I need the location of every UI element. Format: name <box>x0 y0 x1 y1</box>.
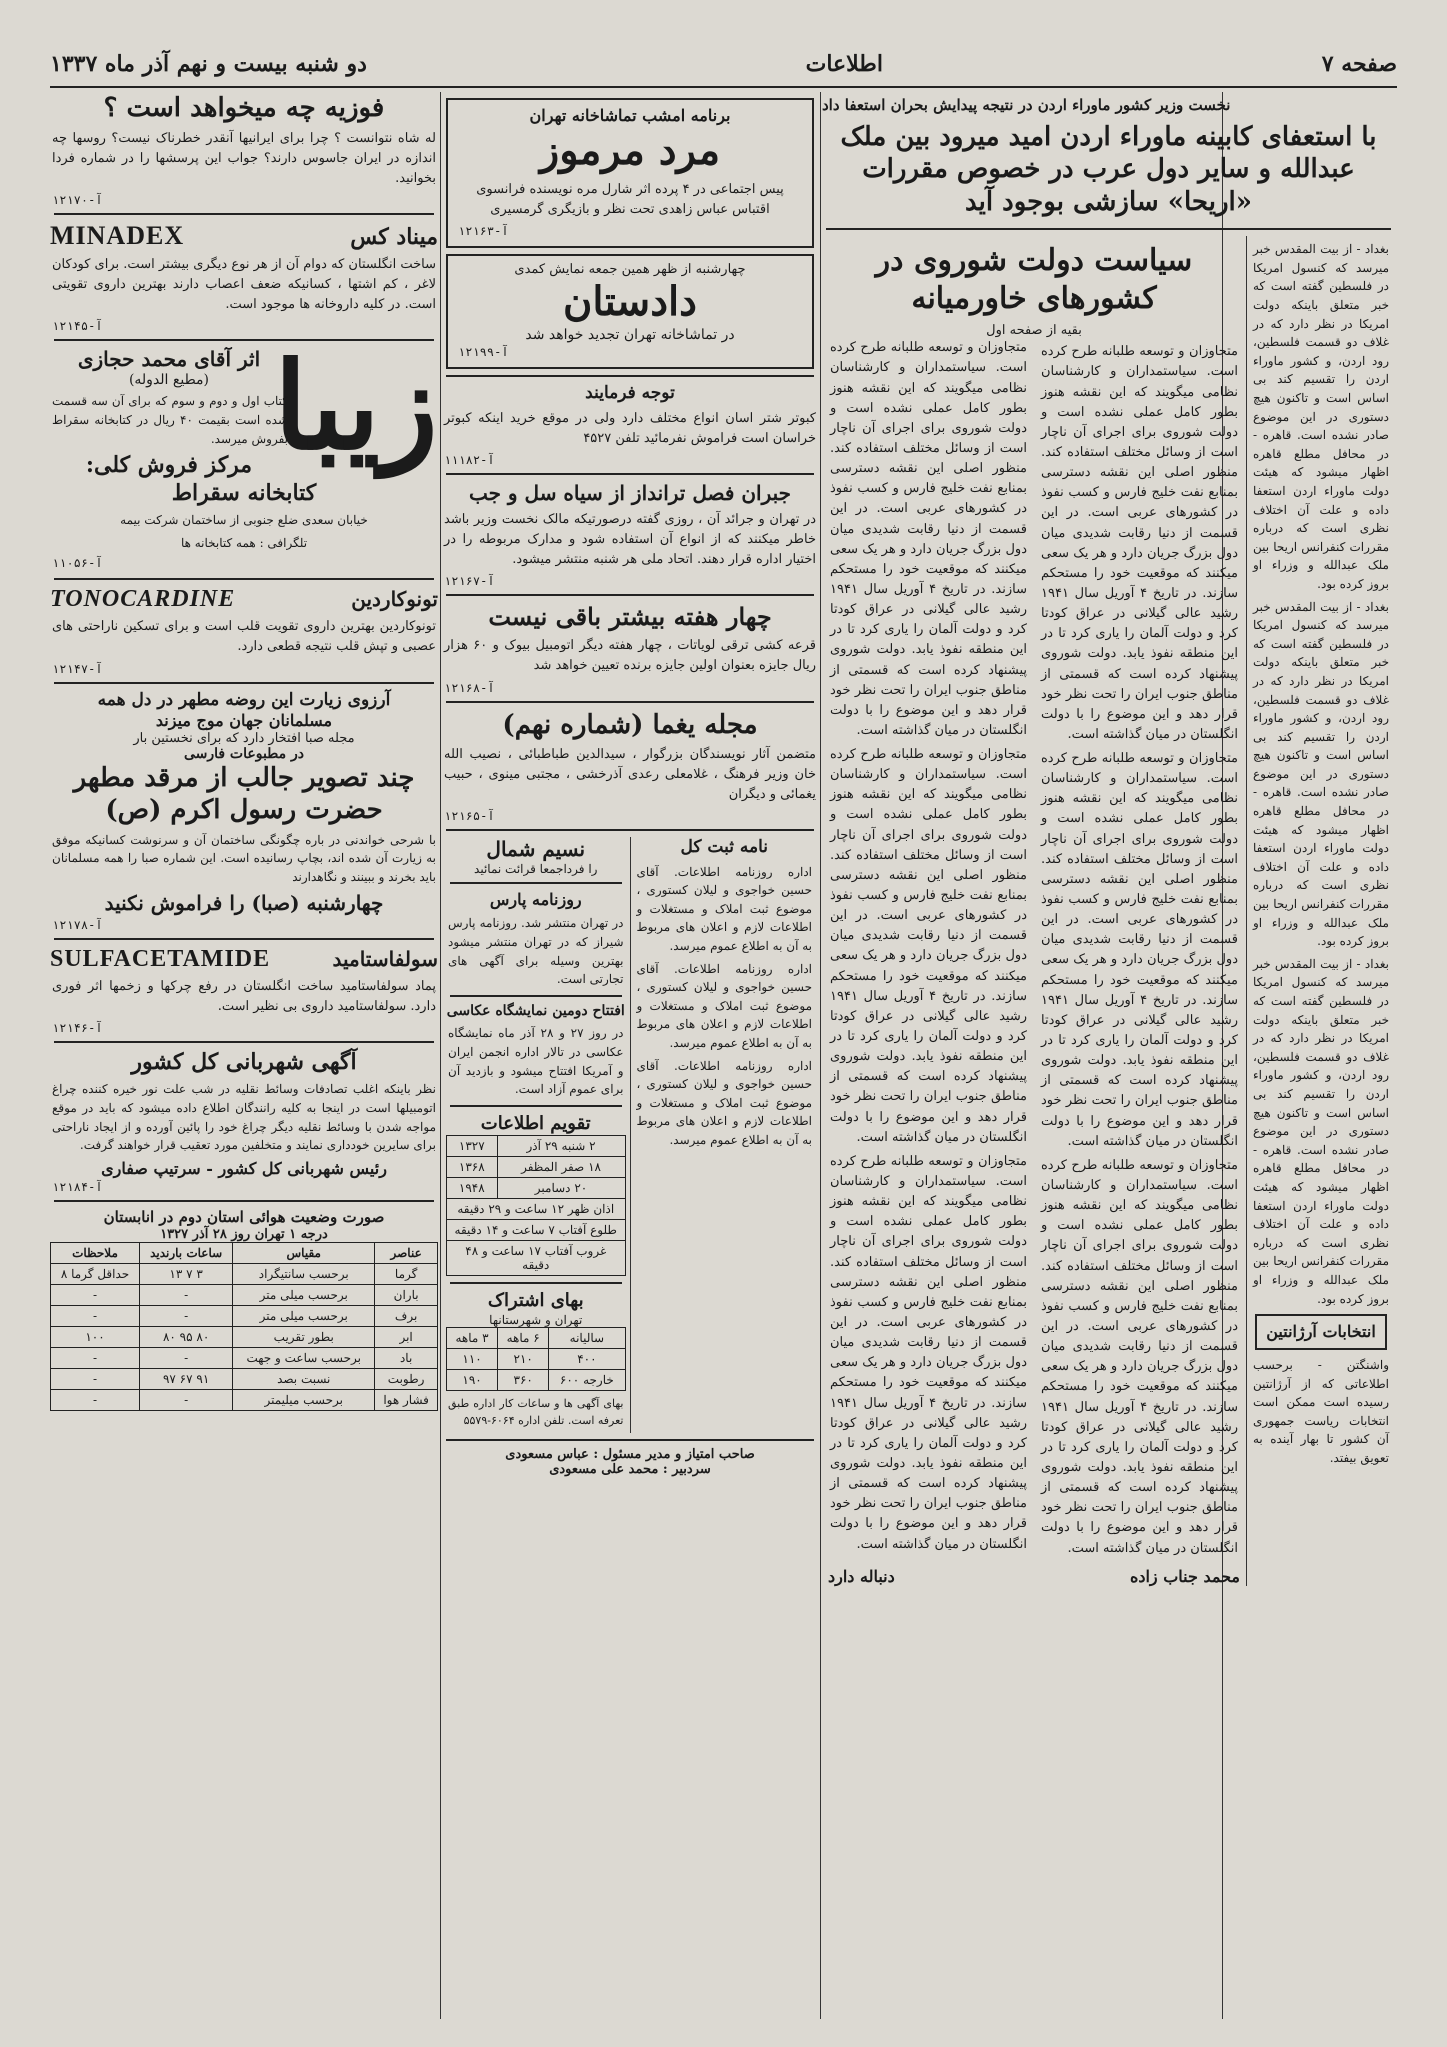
left-column: فوزیه چه میخواهد است ؟ له شاه نتوانست ؟ چرا برای ایرانیها آنقدر خطرناک نیست؟ روسها چه اندازه در ایران جاسوس دارند؟ جواب این پرسشها را در شماره فردا بخوانید. ۱۲۱۷۰-آ MINADEX میناد کس ساخت انگلستان که دوام آن از هر نوع دیگری بیشتر است. برای کودکان لاغر ، کم اشتها ، کسانیکه ضعف اعصاب دارند بهترین داروی تقویتی است. در کلیه داروخانه ها موجود است. ۱۲۱۴۵-آ زیبا اثر آقای محمد حجازی (مطیع الدوله) کتاب اول و دوم و سوم که برای آن سه قسمت شده است بقیمت ۴۰ ریال در کتابخانه سقراط بفروش میرسد. مرکز فروش کلی: کتابخانه سقراط خیابان سعدی ضلع جنوبی از ساختمان شرکت بیمه تلگرافی : همه کتابخانه ها ۱۱۰۵۶-آ TONOCARDINE تونوکاردین تونوکاردین بهترین داروی تقویت قلب است و برای تسکین ناراحتی های عصبی و تپش قلب نتیجه قطعی دارد. ۱۲۱۴۷-آ آرزوی زیارت این روضه مطهر در دل همه مسلمانان جهان موج میزند مجله صبا افتخار دارد که برای نخستین بار در مطبوعات فارسی چند تصویر جالب از مرقد مطهر حضرت رسول اکرم (ص) با شرحی خواندنی در باره چگونگی ساختمان آن و سرنوشت کسانیکه موفق به زیارت آن شده اند، بچاپ رسانیده است. این شماره صبا را همه مسلمانان باید بخرند و ببینند و نگاهدارند چهارشنبه (صبا) را فراموش نکنید ۱۲۱۷۸-آ SULFACETAMIDE سولفاستامید پماد سولفاستامید ساخت انگلستان در رفع چرکها و زخمها اثر فوری دارد. سولفاستامید داروی بی نظیر است. ۱۲۱۴۶-آ آگهی شهربانی کل کشور نظر باینکه اغلب تصادفات وسائط نقلیه در شب علت نور خیره کننده چراغ اتومبیلها است در اینجا به کلیه رانندگان اطلاع داده میشود که باید در موقع مواجه شدن با وسائط نقلیه دیگر چراغ خود را پائین آورده و از ایجاد ناراحتی برای سایرین خودداری نمایند و متخلفین مورد تعقیب قرار خواهند گرفت. رئیس شهربانی کل کشور - سرتیپ صفاری ۱۲۱۸۴-آ صورت وضعیت هوائی استان دوم در انابستان درجه ۱ تهران روز ۲۸ آذر ۱۳۲۷ عناصر مقیاس ساعات بارندید ملاحظات گرما برحسب سانتیگراد ۳ ۷ ۱۳ حداقل گرما ۸ باران برحسب میلی متر - - برف برحسب میلی متر - - ابر بطور تقریب ۸۰ ۹۵ ۸۰ ۱۰۰ باد برحسب ساعت و جهت - - رطوبت نسبت بصد ۹۱ ۶۷ ۹۷ - فشار هوا برحسب میلیمتر - - <box>50 92 438 2019</box>
soviet-article: سیاست دولت شوروی در کشورهای خاورمیانه بقیه از صفحه اول متجاوزان و توسعه طلبانه طرح کرده است. سیاستمداران و کارشناسان نظامی میگویند که این نقشه هنوز بطور کامل عملی نشده است و دولت شوروی برای اجرای آن ناچار است از وسائل مختلف استفاده کند. منظور اصلی این نقشه دسترسی بمنابع نفت خلیج فارس و کسب نفوذ در کشورهای عربی است. در این قسمت از دنیا رقابت شدیدی میان دول بزرگ جریان دارد و هر یک سعی میکنند که موقعیت خود را مستحکم سازند. در تاریخ ۴ آوریل سال ۱۹۴۱ رشید عالی گیلانی در عراق کودتا کرد و دولت آلمان را یاری کرد تا در این منطقه نفوذ یابد. دولت شوروی پیشنهاد کرده است که قسمتی از مناطق جنوب ایران را تحت نظر خود قرار دهد و این موضوع را با دولت انگلستان در میان گذاشته است. متجاوزان و توسعه طلبانه طرح کرده است. سیاستمداران و کارشناسان نظامی میگویند که این نقشه هنوز بطور کامل عملی نشده است و دولت شوروی برای اجرای آن ناچار است از وسائل مختلف استفاده کند. منظور اصلی این نقشه دسترسی بمنابع نفت خلیج فارس و کسب نفوذ در کشورهای عربی است. در این قسمت از دنیا رقابت شدیدی میان دول بزرگ جریان دارد و هر یک سعی میکنند که موقعیت خود را مستحکم سازند. در تاریخ ۴ آوریل سال ۱۹۴۱ رشید عالی گیلانی در عراق کودتا کرد و دولت آلمان را یاری کرد تا در این منطقه نفوذ یابد. دولت شوروی پیشنهاد کرده است که قسمتی از مناطق جنوب ایران را تحت نظر خود قرار دهد و این موضوع را با دولت انگلستان در میان گذاشته است. متجاوزان و توسعه طلبانه طرح کرده است. سیاستمداران و کارشناسان نظامی میگویند که این نقشه هنوز بطور کامل عملی نشده است و دولت شوروی برای اجرای آن ناچار است از وسائل مختلف استفاده کند. منظور اصلی این نقشه دسترسی بمنابع نفت خلیج فارس و کسب نفوذ در کشورهای عربی است. در این قسمت از دنیا رقابت شدیدی میان دول بزرگ جریان دارد و هر یک سعی میکنند که موقعیت خود را مستحکم سازند. در تاریخ ۴ آوریل سال ۱۹۴۱ رشید عالی گیلانی در عراق کودتا کرد و دولت آلمان را یاری کرد تا در این منطقه نفوذ یابد. دولت شوروی پیشنهاد کرده است که قسمتی از مناطق جنوب ایران را تحت نظر خود قرار دهد و این موضوع را با دولت انگلستان در میان گذاشته است. متجاوزان و توسعه طلبانه طرح کرده است. سیاستمداران و کارشناسان نظامی میگویند که این نقشه هنوز بطور کامل عملی نشده است و دولت شوروی برای اجرای آن ناچار است از وسائل مختلف استفاده کند. منظور اصلی این نقشه دسترسی بمنابع نفت خلیج فارس و کسب نفوذ در کشورهای عربی است. در این قسمت از دنیا رقابت شدیدی میان دول بزرگ جریان دارد و هر یک سعی میکنند که موقعیت خود را مستحکم سازند. در تاریخ ۴ آوریل سال ۱۹۴۱ رشید عالی گیلانی در عراق کودتا کرد و دولت آلمان را یاری کرد تا در این منطقه نفوذ یابد. دولت شوروی پیشنهاد کرده است که قسمتی از مناطق جنوب ایران را تحت نظر خود قرار دهد و این موضوع را با دولت انگلستان در میان گذاشته است. متجاوزان و توسعه طلبانه طرح کرده است. سیاستمداران و کارشناسان نظامی میگویند که این نقشه هنوز بطور کامل عملی نشده است و دولت شوروی برای اجرای آن ناچار است از وسائل مختلف استفاده کند. منظور اصلی این نقشه دسترسی بمنابع نفت خلیج فارس و کسب نفوذ در کشورهای عربی است. در این قسمت از دنیا رقابت شدیدی میان دول بزرگ جریان دارد و هر یک سعی میکنند که موقعیت خود را مستحکم سازند. در تاریخ ۴ آوریل سال ۱۹۴۱ رشید عالی گیلانی در عراق کودتا کرد و دولت آلمان را یاری کرد تا در این منطقه نفوذ یابد. دولت شوروی پیشنهاد کرده است که قسمتی از مناطق جنوب ایران را تحت نظر خود قرار دهد و این موضوع را با دولت انگلستان در میان گذاشته است. متجاوزان و توسعه طلبانه طرح کرده است. سیاستمداران و کارشناسان نظامی میگویند که این نقشه هنوز بطور کامل عملی نشده است و دولت شوروی برای اجرای آن ناچار است از وسائل مختلف استفاده کند. منظور اصلی این نقشه دسترسی بمنابع نفت خلیج فارس و کسب نفوذ در کشورهای عربی است. در این قسمت از دنیا رقابت شدیدی میان دول بزرگ جریان دارد و هر یک سعی میکنند که موقعیت خود را مستحکم سازند. در تاریخ ۴ آوریل سال ۱۹۴۱ رشید عالی گیلانی در عراق کودتا کرد و دولت آلمان را یاری کرد تا در این منطقه نفوذ یابد. دولت شوروی پیشنهاد کرده است که قسمتی از مناطق جنوب ایران را تحت نظر خود قرار دهد و این موضوع را با دولت انگلستان در میان گذاشته است. محمد جناب زاده دنباله دارد <box>828 243 1240 1586</box>
notice-title: توجه فرمایند <box>585 383 675 404</box>
zeba-big-title: زیبا <box>273 347 438 478</box>
theater-show: مرد مرموز <box>539 127 721 174</box>
dadestan-ad: چهارشنبه از ظهر همین جمعه نمایش کمدی دادستان در تماشاخانه تهران تجدید خواهد شد ۱۲۱۹۹-آ <box>446 254 814 369</box>
calendar-table: ۲ شنبه ۲۹ آذر ۱۳۲۷ ۱۸ صفر المظفر ۱۳۶۸ ۲۰ دسامبر ۱۹۴۸ اذان ظهر ۱۲ ساعت و ۲۹ دقیقه طلوع آفتاب ۷ ساعت و ۱۴ دقیقه غروب آفتاب ۱۷ ساعت و ۴۸ دقیقه <box>446 1135 626 1276</box>
subscription-title: بهای اشتراک <box>487 1290 584 1312</box>
lead-headline: با استعفای کابینه ماوراء اردن امید میرود بین ملک عبدالله و سایر دول عرب در خصوص مقررات «اریحا» سازشی بوجود آید <box>840 121 1377 217</box>
tonocardine-latin: TONOCARDINE <box>50 586 236 613</box>
lead-kicker: نخست وزیر کشور ماوراء اردن در نتیجه پیدایش بحران استعفا داد <box>822 96 1231 114</box>
weather-title: صورت وضعیت هوائی استان دوم در انابستان <box>103 1207 385 1226</box>
page-header <box>50 42 1397 88</box>
page-number: صفحه ۷ <box>1321 51 1397 77</box>
saba-ad: آرزوی زیارت این روضه مطهر در دل همه مسلمانان جهان موج میزند مجله صبا افتخار دارد که برای نخستین بار در مطبوعات فارسی چند تصویر جالب از مرقد مطهر حضرت رسول اکرم (ص) با شرحی خواندنی در باره چگونگی ساختمان آن و سرنوشت کسانیکه موفق به زیارت آن شده اند، بچاپ رسانیده است. این شماره صبا را همه مسلمانان باید بخرند و ببینند و نگاهدارند چهارشنبه (صبا) را فراموش نکنید ۱۲۱۷۸-آ <box>52 689 436 932</box>
calendar-title: تقویم اطلاعات <box>480 1112 591 1134</box>
sulfacetamide-latin: SULFACETAMIDE <box>50 945 271 972</box>
soviet-author: محمد جناب زاده <box>1129 1566 1240 1586</box>
issue-date: دو شنبه بیست و نهم آذر ماه ۱۳۳۷ <box>50 51 367 77</box>
middle-column: برنامه امشب تماشاخانه تهران مرد مرموز پیس اجتماعی در ۴ پرده اثر شارل مره نویسنده فرانسوی اقتباس عباس زاهدی تحت نظر و بازیگری گرمسیری ۱۲۱۶۳-آ چهارشنبه از ظهر همین جمعه نمایش کمدی دادستان در تماشاخانه تهران تجدید خواهد شد ۱۲۱۹۹-آ توجه فرمایند کبوتر شتر اسان انواع مختلف دارد ولی در موقع خرید اینکه کبوتر خراسان است فراموش نفرمائید تلفن ۴۵۲۷ ۱۱۱۸۲-آ جبران فصل ترانداز از سیاه سل و جب در تهران و جرائد آن ، روزی گفته درصورتیکه مالک نخست وزیر باشد خاطر میکنند که از انواع آن استفاده شود و مدارک مربوطه را در اختیار اداره قرار دهند. اتحاد ملی هر شنبه منتشر میشود. ۱۲۱۶۷-آ چهار هفته بیشتر باقی نیست قرعه کشی ترقی لویاتات ، چهار هفته دیگر اتومبیل بیوک و ۶۰ هزار ریال جایزه بعنوان اولین جایزه برنده تعیین خواهد شد ۱۲۱۶۸-آ مجله یغما (شماره نهم) متضمن آثار نویسندگان بزرگوار ، سیدالدین طباطبائی ، نصیب الله خان وزیر فرهنگ ، غلامعلی رعدی آذرخشی ، مجتبی مینوی ، حبیب یغمائی و دیگران ۱۲۱۶۵-آ نامه ثبت کل اداره روزنامه اطلاعات. آقای حسین خواجوی و لیلان کستوری ، موضوع ثبت املاک و مستغلات و اطلاعات لازم و اعلان های مربوط به آن به اطلاع عموم میرسد. اداره روزنامه اطلاعات. آقای حسین خواجوی و لیلان کستوری ، موضوع ثبت املاک و مستغلات و اطلاعات لازم و اعلان های مربوط به آن به اطلاع عموم میرسد. اداره روزنامه اطلاعات. آقای حسین خواجوی و لیلان کستوری ، موضوع ثبت املاک و مستغلات و اطلاعات لازم و اعلان های مربوط به آن به اطلاع عموم میرسد. نسیم شمال را فرداجمعا قرائت نمائید روزنامه پارس در تهران منتشر شد. روزنامه پارس شیراز که در تهران منتشر میشود بهترین وسیله برای آگهی های تجارتی است. افتتاح دومین نمایشگاه عکاسی در روز ۲۷ و ۲۸ آذر ماه نمایشگاه عکاسی در تالار اداره انجمن ایران و آمریکا افتتاح میشود و بازدید آن برای عموم آزاد است. تقویم اطلاعات ۲ شنبه ۲۹ آذر ۱۳۲۷ ۱۸ صفر المظفر ۱۳۶۸ ۲۰ دسامبر ۱۹۴۸ اذان ظهر ۱۲ ساعت و ۲۹ دقیقه طلوع آفتاب ۷ ساعت و ۱۴ دقیقه غروب آفتاب ۱۷ ساعت و ۴۸ دقیقه بهای اشتراک تهران و شهرستانها سالیانه ۶ ماهه ۳ ماهه ۴۰۰ ۲۱۰ ۱۱۰ خارجه ۶۰۰ ۳۶۰ ۱۹۰ بهای آگهی ها و ساعات کار اداره طبق تعرفه است. تلفن اداره ۶۰۶۴-۵۵۷۹ صاحب امتیاز و مدیر مسئول : عباس مسعودی سردبیر : محمد علی مسعودی <box>442 92 818 2019</box>
lead-section <box>822 92 1395 2019</box>
elections-text: واشنگتن - برحسب اطلاعاتی که از آرژانتین رسیده است ممکن است انتخابات ریاست جمهوری آن کشور تا بهار آینده به تعویق بیفتد. <box>1253 1358 1389 1466</box>
lead-side-text: بغداد - از بیت المقدس خبر میرسد که کنسول امریکا در فلسطین گفته است که خبر متعلق باینکه دولت امریکا در نظر دارد که در غلاف دو قسمت فلسطین، رود اردن، و کشور ماوراء اردن را تقسیم کند بی اساس است و تاکنون هیچ دستوری در این موضوع صادر نشده است. قاهره - در محافل مطلع قاهره اظهار میشود که هیئت دولت ماوراء اردن استعفا داده و علت آن اختلاف نظری است که درباره مقررات کنفرانس اریحا بین ملک عبدالله و وزراء او بروز کرده بود. <box>1253 242 1389 591</box>
theater-ad: برنامه امشب تماشاخانه تهران مرد مرموز پیس اجتماعی در ۴ پرده اثر شارل مره نویسنده فرانسوی اقتباس عباس زاهدی تحت نظر و بازیگری گرمسیری ۱۲۱۶۳-آ <box>446 98 814 248</box>
paper-name: اطلاعات <box>805 51 883 77</box>
soviet-text: متجاوزان و توسعه طلبانه طرح کرده است. سیاستمداران و کارشناسان نظامی میگویند که این نقشه هنوز بطور کامل عملی نشده است و دولت شوروی برای اجرای آن ناچار است از وسائل مختلف استفاده کند. منظور اصلی این نقشه دسترسی بمنابع نفت خلیج فارس و کسب نفوذ در کشورهای عربی است. در این قسمت از دنیا رقابت شدیدی میان دول بزرگ جریان دارد و هر یک سعی میکنند که موقعیت خود را مستحکم سازند. در تاریخ ۴ آوریل سال ۱۹۴۱ رشید عالی گیلانی در عراق کودتا کرد و دولت آلمان را یاری کرد تا در این منطقه نفوذ یابد. دولت شوروی پیشنهاد کرده است که قسمتی از مناطق جنوب ایران را تحت نظر خود قرار دهد و این موضوع را با دولت انگلستان در میان گذاشته است. <box>1041 344 1238 742</box>
fozieh-title: فوزیه چه میخواهد است ؟ <box>103 93 385 123</box>
yaghma-title: مجله یغما (شماره نهم) <box>502 709 758 740</box>
subscription-table: سالیانه ۶ ماهه ۳ ماهه ۴۰۰ ۲۱۰ ۱۱۰ خارجه ۶۰۰ ۳۶۰ ۱۹۰ <box>446 1327 626 1391</box>
weather-table: عناصر مقیاس ساعات بارندید ملاحظات گرما برحسب سانتیگراد ۳ ۷ ۱۳ حداقل گرما ۸ باران برحسب میلی متر - - برف برحسب میلی متر - - ابر بطور تقریب ۸۰ ۹۵ ۸۰ ۱۰۰ باد برحسب ساعت و جهت - - رطوبت نسبت بصد ۹۱ ۶۷ ۹۷ - فشار هوا برحسب میلیمتر - - <box>50 1242 438 1411</box>
char-hafteh-title: چهار هفته بیشتر باقی نیست <box>488 602 772 632</box>
traffic-title: آگهی شهربانی کل کشور <box>131 1048 357 1075</box>
soviet-continued: دنباله دارد <box>828 1566 895 1586</box>
elections-title: انتخابات آرژانتین <box>1266 1322 1376 1342</box>
publisher-line1: صاحب امتیاز و مدیر مسئول : عباس مسعودی <box>505 1446 755 1462</box>
jiran-title: جبران فصل ترانداز از سیاه سل و جب <box>468 480 792 505</box>
zeba-ad: زیبا اثر آقای محمد حجازی (مطیع الدوله) کتاب اول و دوم و سوم که برای آن سه قسمت شده است بقیمت ۴۰ ریال در کتابخانه سقراط بفروش میرسد. مرکز فروش کلی: کتابخانه سقراط خیابان سعدی ضلع جنوبی از ساختمان شرکت بیمه تلگرافی : همه کتابخانه ها ۱۱۰۵۶-آ <box>52 347 438 571</box>
lead-side-column: بغداد - از بیت المقدس خبر میرسد که کنسول امریکا در فلسطین گفته است که خبر متعلق باینکه دولت امریکا در نظر دارد که در غلاف دو قسمت فلسطین، رود اردن، و کشور ماوراء اردن را تقسیم کند بی اساس است و تاکنون هیچ دستوری در این موضوع صادر نشده است. قاهره - در محافل مطلع قاهره اظهار میشود که هیئت دولت ماوراء اردن استعفا داده و علت آن اختلاف نظری است که درباره مقررات کنفرانس اریحا بین ملک عبدالله و وزراء او بروز کرده بود. بغداد - از بیت المقدس خبر میرسد که کنسول امریکا در فلسطین گفته است که خبر متعلق باینکه دولت امریکا در نظر دارد که در غلاف دو قسمت فلسطین، رود اردن، و کشور ماوراء اردن را تقسیم کند بی اساس است و تاکنون هیچ دستوری در این موضوع صادر نشده است. قاهره - در محافل مطلع قاهره اظهار میشود که هیئت دولت ماوراء اردن استعفا داده و علت آن اختلاف نظری است که درباره مقررات کنفرانس اریحا بین ملک عبدالله و وزراء او بروز کرده بود. بغداد - از بیت المقدس خبر میرسد که کنسول امریکا در فلسطین گفته است که خبر متعلق باینکه دولت امریکا در نظر دارد که در غلاف دو قسمت فلسطین، رود اردن، و کشور ماوراء اردن را تقسیم کند بی اساس است و تاکنون هیچ دستوری در این موضوع صادر نشده است. قاهره - در محافل مطلع قاهره اظهار میشود که هیئت دولت ماوراء اردن استعفا داده و علت آن اختلاف نظری است که درباره مقررات کنفرانس اریحا بین ملک عبدالله و وزراء او بروز کرده بود. انتخابات آرژانتین واشنگتن - برحسب اطلاعاتی که از آرژانتین رسیده است ممکن است انتخابات ریاست جمهوری آن کشور تا بهار آینده به تعویق بیفتد. <box>1246 236 1395 1585</box>
nameh-title: نامه ثبت کل <box>680 837 768 858</box>
publisher-line2: سردبیر : محمد علی مسعودی <box>549 1461 711 1477</box>
soviet-headline: سیاست دولت شوروی در کشورهای خاورمیانه <box>875 243 1193 316</box>
minadex-latin: MINADEX <box>50 220 185 250</box>
nasim-title: نسیم شمال <box>486 837 586 862</box>
